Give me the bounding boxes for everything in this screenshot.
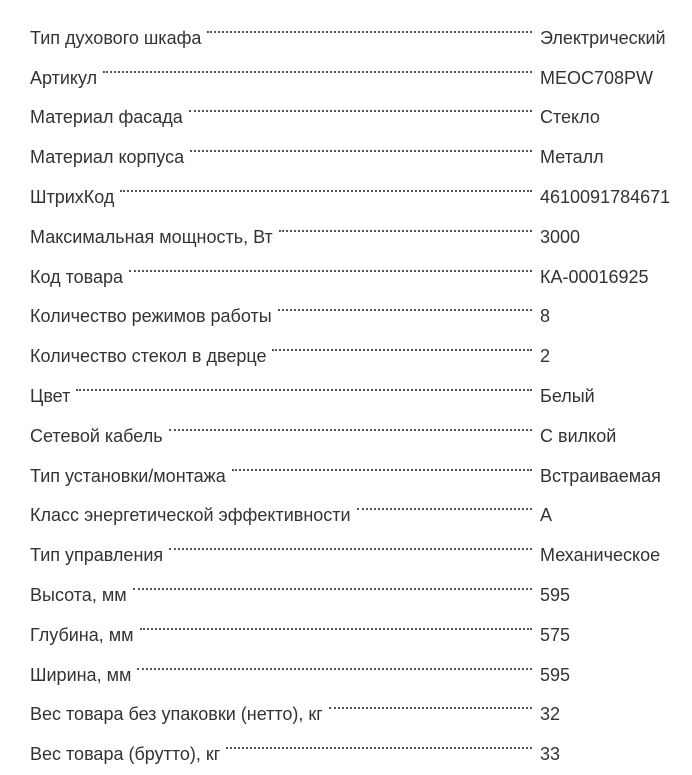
spec-value: 8 [540, 306, 551, 327]
spec-value: Стекло [540, 107, 600, 128]
spec-value: С вилкой [540, 425, 617, 446]
spec-value: 575 [540, 624, 571, 645]
spec-value: КА-00016925 [540, 266, 649, 287]
spec-value: 33 [540, 744, 561, 765]
spec-value: Механическое [540, 545, 661, 566]
spec-value: MEOC708PW [540, 67, 654, 88]
dot-leader [278, 283, 540, 323]
spec-name: Артикул [30, 67, 98, 88]
dot-leader [272, 322, 540, 362]
spec-value: 595 [540, 584, 571, 605]
spec-name: Количество стекол в дверце [30, 346, 267, 367]
spec-value: Встраиваемая [540, 465, 661, 486]
spec-value: 4610091784671 [540, 186, 671, 207]
spec-name: Вес товара без упаковки (нетто), кг [30, 704, 323, 725]
spec-name: Тип установки/монтажа [30, 465, 226, 486]
spec-name: Код товара [30, 266, 124, 287]
dot-leader [133, 561, 540, 601]
spec-name: ШтрихКод [30, 186, 115, 207]
spec-value: 2 [540, 346, 551, 367]
spec-name: Тип управления [30, 545, 164, 566]
spec-name: Ширина, мм [30, 664, 132, 685]
dot-leader [169, 402, 540, 442]
spec-name: Максимальная мощность, Вт [30, 226, 273, 247]
spec-value: 595 [540, 664, 571, 685]
dot-leader [279, 203, 540, 243]
dot-leader [207, 4, 540, 44]
spec-value: 3000 [540, 226, 581, 247]
spec-value: Электрический [540, 27, 666, 48]
spec-name: Тип духового шкафа [30, 27, 202, 48]
spec-row-oven-type [30, 4, 690, 48]
dot-leader [129, 243, 540, 283]
spec-value: 32 [540, 704, 561, 725]
dot-leader [103, 44, 540, 84]
spec-value: Металл [540, 147, 604, 168]
dot-leader [329, 681, 540, 721]
dot-leader [190, 123, 540, 163]
dot-leader [357, 482, 540, 522]
spec-name: Вес товара (брутто), кг [30, 744, 221, 765]
spec-name: Цвет [30, 385, 71, 406]
dot-leader [120, 163, 540, 203]
dot-leader [169, 521, 540, 561]
dot-leader [76, 362, 540, 402]
spec-name: Сетевой кабель [30, 425, 163, 446]
spec-list [30, 4, 690, 765]
dot-leader [226, 720, 540, 760]
spec-value: A [540, 505, 553, 526]
spec-name: Материал корпуса [30, 147, 185, 168]
spec-value: Белый [540, 385, 595, 406]
dot-leader [189, 84, 540, 124]
spec-name: Количество режимов работы [30, 306, 272, 327]
dot-leader [232, 442, 540, 482]
spec-name: Глубина, мм [30, 624, 134, 645]
dot-leader [140, 601, 540, 641]
spec-name: Материал фасада [30, 107, 183, 128]
spec-name: Класс энергетической эффективности [30, 505, 351, 526]
dot-leader [137, 641, 540, 681]
spec-name: Высота, мм [30, 584, 127, 605]
